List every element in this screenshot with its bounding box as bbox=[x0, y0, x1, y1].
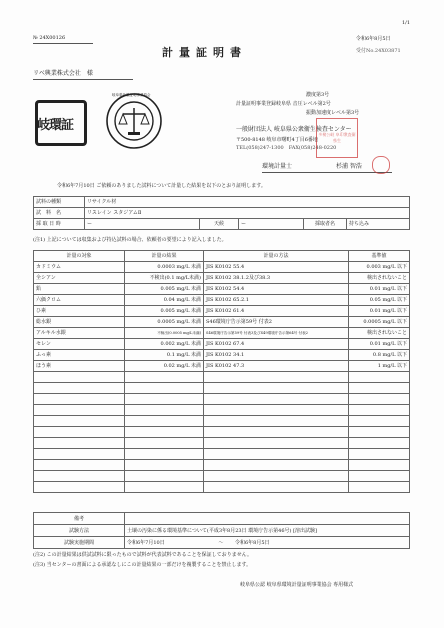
table-row bbox=[34, 328, 410, 339]
sample-kind-value: リサイクル材 bbox=[85, 197, 410, 208]
cell-standard: 0.01 mg/L 以下 bbox=[349, 284, 410, 295]
table-row bbox=[34, 361, 410, 372]
results-table bbox=[33, 250, 410, 493]
cell-standard: 0.01 mg/L 以下 bbox=[349, 306, 410, 317]
table-row bbox=[34, 317, 410, 328]
cell-result: 0.02 mg/L 未満 bbox=[125, 361, 204, 372]
cell-target: ふっ素 bbox=[34, 350, 125, 361]
header-standard: 基準値 bbox=[349, 251, 410, 262]
cell-standard: 検出されないこと bbox=[349, 273, 410, 284]
cell-result: 不検出(0.1 mg/L未満) bbox=[125, 273, 204, 284]
page-number: 1/1 bbox=[402, 20, 411, 26]
organization-stamp: 多検公岐 阜印衆査衛 県生 bbox=[316, 118, 358, 158]
cell-standard: 0.05 mg/L 以下 bbox=[349, 295, 410, 306]
header-target: 計量の対象 bbox=[34, 251, 125, 262]
results-header-row bbox=[34, 251, 410, 262]
seal-text: 岐阜県計量証明事業協会 bbox=[112, 93, 151, 97]
empty-row bbox=[34, 438, 410, 449]
period-separator: ～ bbox=[209, 537, 233, 549]
weather-label: 天候 bbox=[200, 219, 239, 230]
method-label: 試験方法 bbox=[34, 525, 125, 537]
empty-row bbox=[34, 482, 410, 493]
cell-method: S46環境庁告示第59号 付表2 bbox=[204, 317, 349, 328]
empty-row bbox=[34, 449, 410, 460]
cell-result: 0.005 mg/L 未満 bbox=[125, 284, 204, 295]
note-1: (注1) 上記については収集および持込試料の場合、依頼者の要望により記入しました。 bbox=[33, 237, 227, 243]
cell-method: JIS K0102 38.1.2及び38.3 bbox=[204, 273, 349, 284]
cell-target: 総水銀 bbox=[34, 317, 125, 328]
empty-row bbox=[34, 416, 410, 427]
header-result: 計量の結果 bbox=[125, 251, 204, 262]
table-row bbox=[34, 306, 410, 317]
footer-text: 岐阜県公認 岐阜県環境計量証明事業協会 専用様式 bbox=[240, 582, 354, 588]
scale-seal-icon bbox=[105, 92, 163, 150]
cell-result: 0.005 mg/L 未満 bbox=[125, 306, 204, 317]
empty-row bbox=[34, 383, 410, 394]
cell-method: JIS K0102 54.4 bbox=[204, 284, 349, 295]
logo-text: 岐環証 bbox=[37, 118, 74, 133]
registration-vibration: 振動加速度レベル第3号 bbox=[306, 110, 360, 116]
period-to: 令和6年8月5日 bbox=[233, 537, 410, 549]
sample-date-label: 採 取 日 時 bbox=[34, 219, 85, 230]
receipt-number: 受付No.24X03871 bbox=[356, 48, 401, 54]
registration-sound: 計量証明事業登録岐阜県 音圧レベル第2号 bbox=[236, 101, 331, 107]
cell-target: 鉛 bbox=[34, 284, 125, 295]
cell-standard: 検出されないこと bbox=[349, 328, 410, 339]
weather-value: ー bbox=[239, 219, 304, 230]
cell-method: JIS K0102 65.2.1 bbox=[204, 295, 349, 306]
header-method: 計量の方法 bbox=[204, 251, 349, 262]
note-3: (注3) 当センターの書面による承認なしにこの計量結果の一部だけを複製することを禁止します。 bbox=[33, 562, 252, 568]
period-from: 令和6年7月10日 bbox=[125, 537, 210, 549]
table-row bbox=[34, 339, 410, 350]
empty-row bbox=[34, 427, 410, 438]
document-title: 計量証明書 bbox=[162, 46, 247, 59]
empty-row bbox=[34, 372, 410, 383]
customer-name: リベ興業株式会社 様 bbox=[33, 70, 93, 77]
cell-target: 六価クロム bbox=[34, 295, 125, 306]
logo-area bbox=[35, 90, 155, 154]
measurer-label: 環境計量士 bbox=[262, 163, 293, 170]
certificate-number: № 24X00126 bbox=[33, 35, 66, 41]
table-row bbox=[34, 284, 410, 295]
registration-concentration: 濃度第3号 bbox=[306, 92, 330, 98]
cell-result: 不検出(0.0005 mg/L未満) bbox=[125, 328, 204, 339]
sample-info-table bbox=[33, 196, 410, 230]
table-row bbox=[34, 273, 410, 284]
cell-target: セレン bbox=[34, 339, 125, 350]
cell-method: JIS K0102 55.4 bbox=[204, 262, 349, 273]
cell-standard: 0.01 mg/L 以下 bbox=[349, 339, 410, 350]
sample-name-label: 試 料 名 bbox=[34, 208, 85, 219]
cell-method: S46環境庁告示第59号 付表3及びS49環境庁告示第64号 付表2 bbox=[204, 328, 349, 339]
cell-result: 0.1 mg/L 未満 bbox=[125, 350, 204, 361]
cell-standard: 0.0005 mg/L 以下 bbox=[349, 317, 410, 328]
personal-seal bbox=[372, 156, 390, 174]
method-value: 土壌の汚染に係る環境基準について(平成3年8月23日 環境庁告示第46号) [溶出試験] bbox=[125, 525, 410, 537]
cell-method: JIS K0102 34.1 bbox=[204, 350, 349, 361]
cell-result: 0.04 mg/L 未満 bbox=[125, 295, 204, 306]
cell-target: ほう素 bbox=[34, 361, 125, 372]
empty-row bbox=[34, 394, 410, 405]
issue-date: 令和6年8月5日 bbox=[356, 36, 391, 42]
table-row bbox=[34, 295, 410, 306]
sample-name-value: リスレイン スタジアムⅡ bbox=[85, 208, 410, 219]
empty-row bbox=[34, 471, 410, 482]
cell-result: 0.002 mg/L 未満 bbox=[125, 339, 204, 350]
cell-standard: 0.8 mg/L 以下 bbox=[349, 350, 410, 361]
table-row bbox=[34, 350, 410, 361]
issuer-phone: TEL(058)247-1300 FAX(058)248-0220 bbox=[236, 145, 337, 151]
cell-method: JIS K0102 67.4 bbox=[204, 339, 349, 350]
intro-statement: 令和6年7月10日 ご依頼のありました試料について計量した結果を以下のとおり証明します。 bbox=[57, 183, 266, 189]
empty-row bbox=[34, 405, 410, 416]
measurer-name: 杉浦 智浩 bbox=[336, 163, 362, 170]
remarks-table bbox=[33, 512, 410, 549]
cell-standard: 1 mg/L 以下 bbox=[349, 361, 410, 372]
sample-date-value: ー bbox=[85, 219, 200, 230]
note-2: (注2) この計量結果は供試試料に限ったもので試料が代表試料であることを保証しておりません。 bbox=[33, 552, 252, 558]
sample-kind-label: 試料の種類 bbox=[34, 197, 85, 208]
cell-method: JIS K0102 47.3 bbox=[204, 361, 349, 372]
empty-row bbox=[34, 460, 410, 471]
cell-target: ひ素 bbox=[34, 306, 125, 317]
cell-target: カドミウム bbox=[34, 262, 125, 273]
collector-value: 持ち込み bbox=[347, 219, 410, 230]
issuer-address: 〒500-8148 岐阜市曙町4丁目6番地 bbox=[236, 137, 318, 143]
cell-target: アルキル水銀 bbox=[34, 328, 125, 339]
period-label: 試験実施期間 bbox=[34, 537, 125, 549]
cell-method: JIS K0102 61.4 bbox=[204, 306, 349, 317]
issuer-organization: 一般財団法人 岐阜県公衆衛生検査センター bbox=[236, 126, 352, 133]
remarks-label: 備考 bbox=[34, 513, 125, 525]
cell-standard: 0.003 mg/L 以下 bbox=[349, 262, 410, 273]
table-row bbox=[34, 262, 410, 273]
cell-result: 0.0003 mg/L 未満 bbox=[125, 262, 204, 273]
cell-target: 全シアン bbox=[34, 273, 125, 284]
collector-label: 採取者名 bbox=[304, 219, 347, 230]
cell-result: 0.0005 mg/L 未満 bbox=[125, 317, 204, 328]
